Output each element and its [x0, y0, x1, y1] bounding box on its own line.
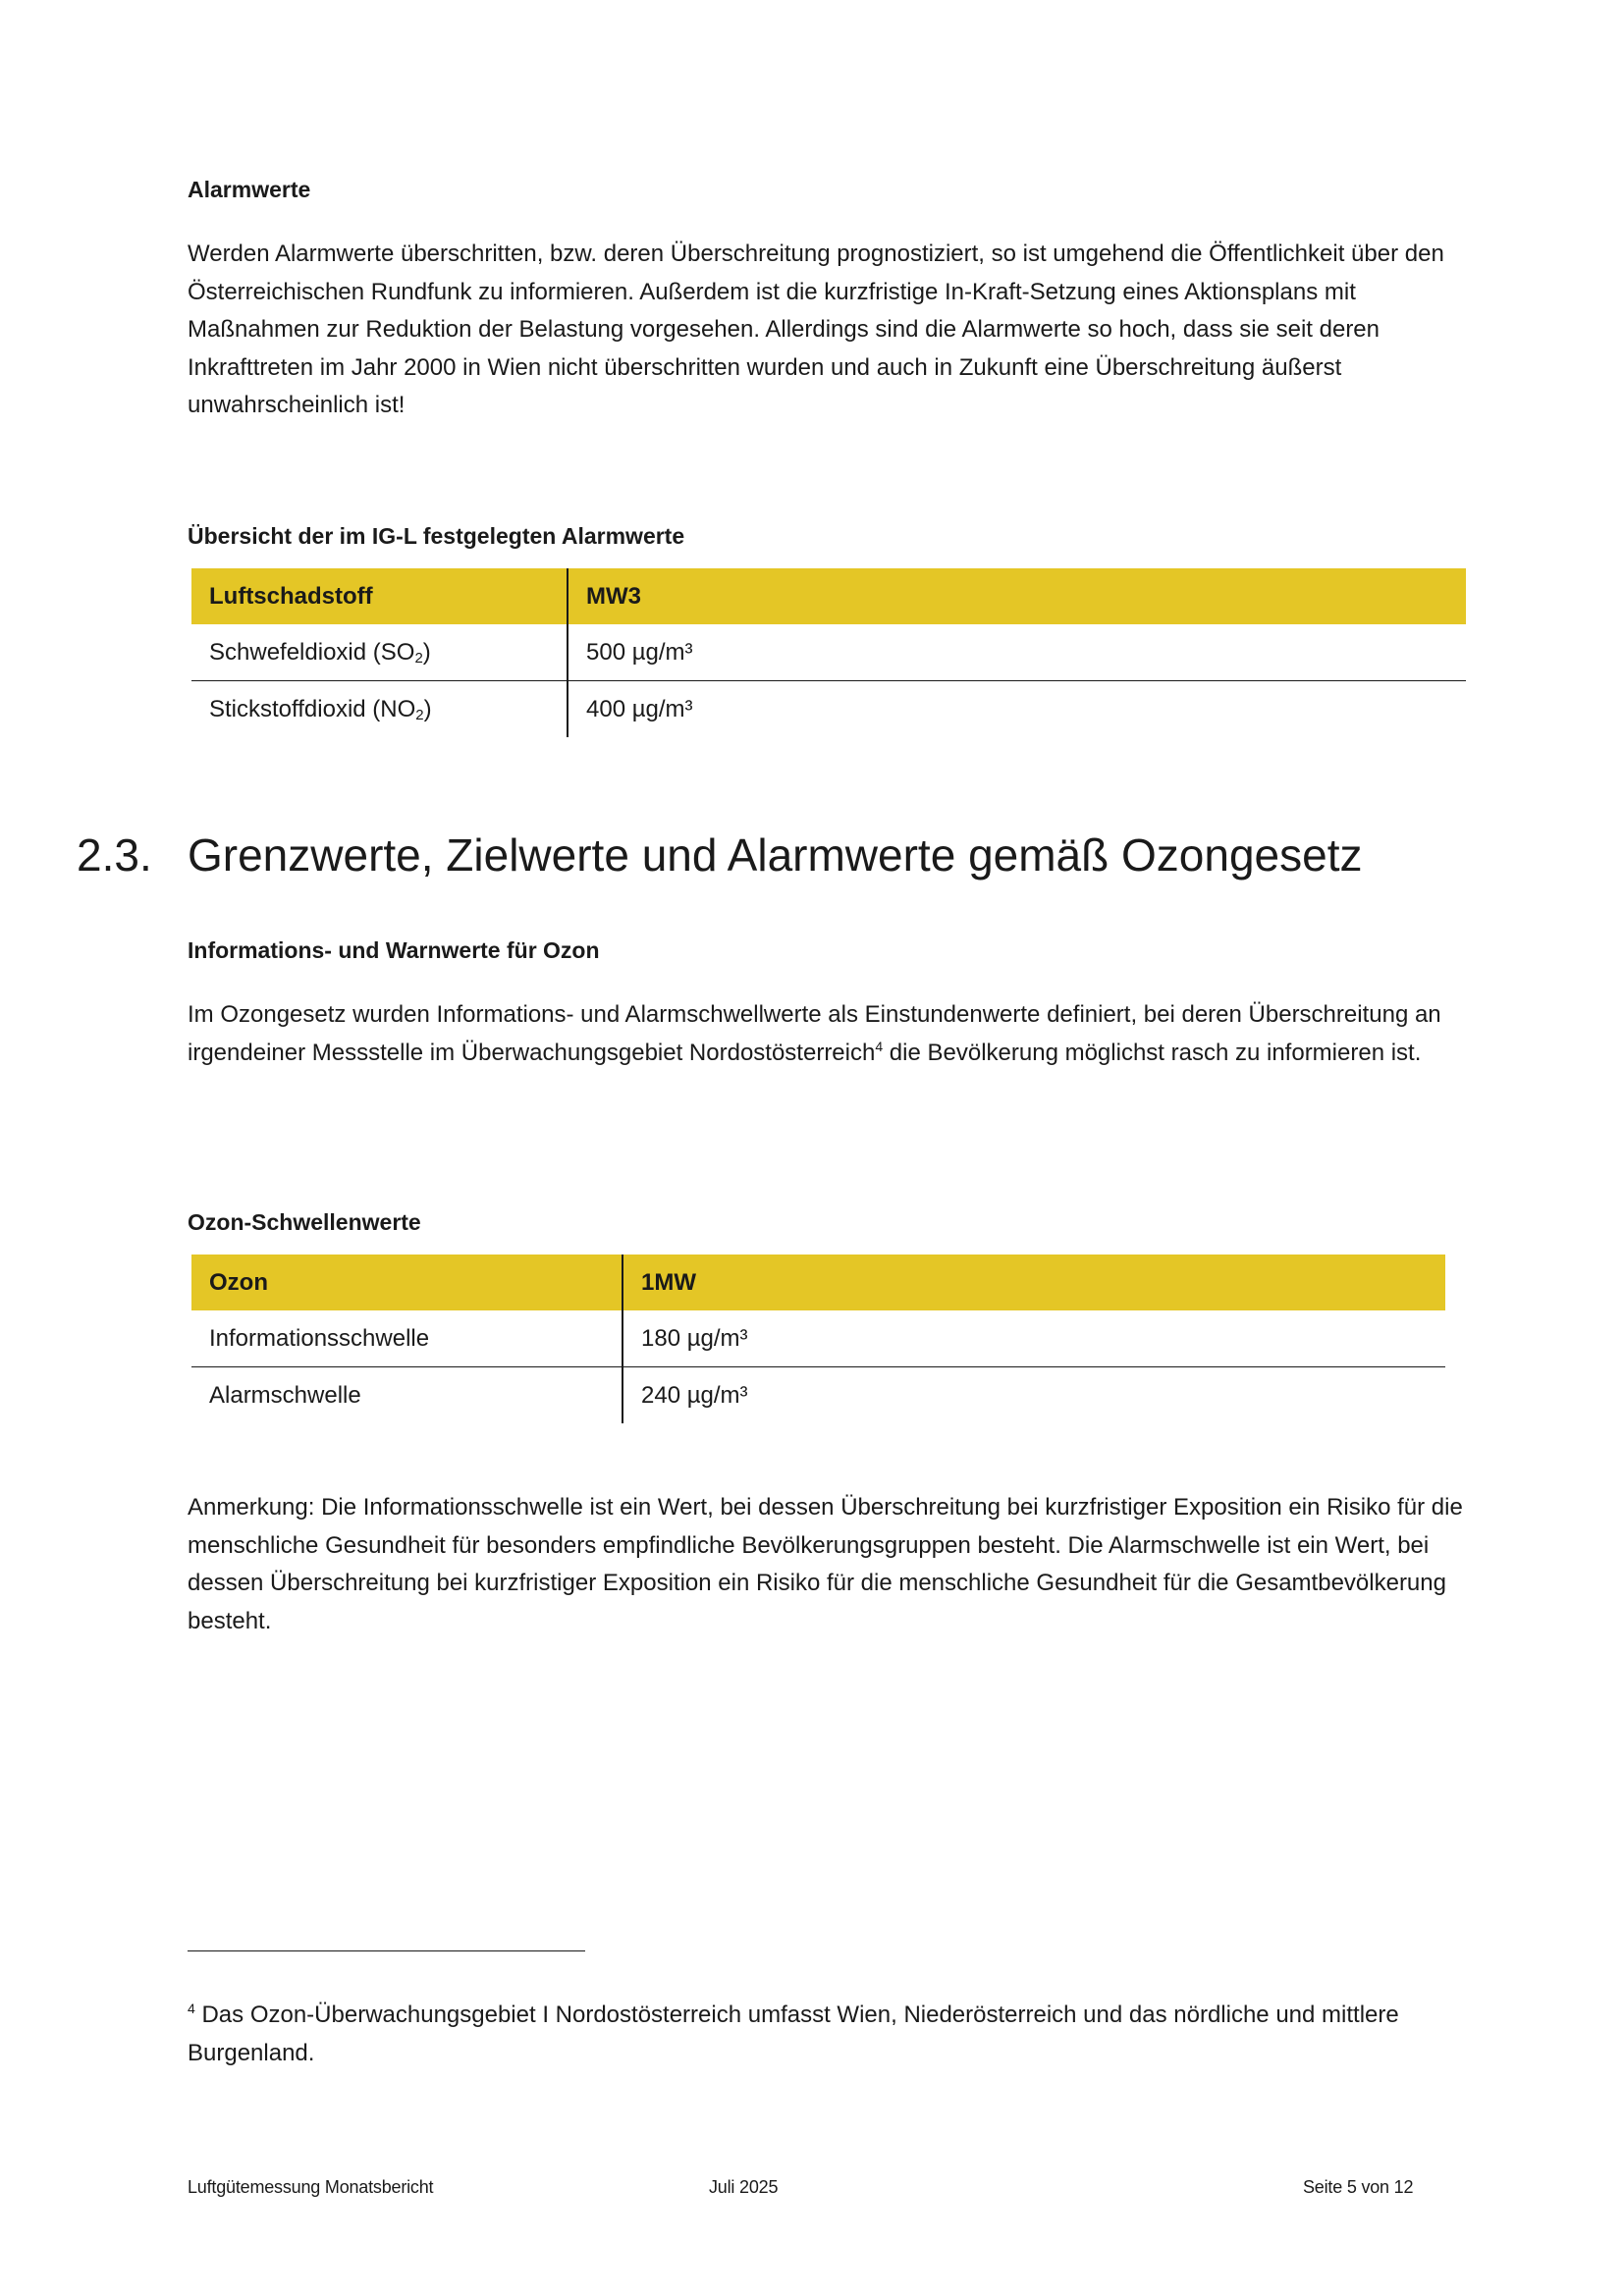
table-cell: 400 µg/m³: [586, 695, 693, 722]
alarm-heading: Alarmwerte: [188, 177, 311, 202]
table-row: [191, 1310, 1445, 1367]
table-header-cell: MW3: [568, 568, 1466, 624]
ozone-info-paragraph: Im Ozongesetz wurden Informations- und Alarmschwellwerte als Einstundenwerte definiert, bei deren Überschreitung an irgendeiner Messstelle im Überwachungsgebiet Nordostösterreich$^4$ die Bevölkerung möglichst rasch zu informieren ist.: [188, 1001, 1441, 1066]
footnote-ref[interactable]: 4: [875, 1038, 884, 1054]
table-header-row: [191, 568, 1466, 624]
table-header-row: [191, 1255, 1445, 1310]
table-cell: 240 µg/m³: [641, 1381, 748, 1409]
table-header-cell: Ozon: [191, 1255, 623, 1310]
remark-paragraph: Anmerkung: Die Informationsschwelle ist ein Wert, bei dessen Überschreitung bei kurzfristiger Exposition ein Risiko für die menschliche Gesundheit für besonders empfindliche Bevölkerungsgruppen besteht. Die Alarmschwelle ist ein Wert, bei dessen Überschreitung bei kurzfristiger Exposition ein Risiko für die menschliche Gesundheit für die Gesamtbevölkerung besteht.: [188, 1494, 1463, 1634]
footer-center: Juli 2025: [709, 2177, 779, 2197]
ozone-info-heading: Informations- und Warnwerte für Ozon: [188, 937, 600, 963]
table-cell: Informationsschwelle: [191, 1310, 623, 1367]
table-cell: 500 µg/m³: [568, 624, 1466, 681]
table-cell: Schwefeldioxid $(SO_2)$: [191, 624, 568, 681]
alarm-table-caption: Übersicht der im IG-L festgelegten Alarmwerte: [188, 523, 685, 549]
alarm-table: [191, 568, 1466, 737]
table-row: [191, 681, 1466, 738]
table-row: [191, 624, 1466, 681]
table-row: [191, 1367, 1445, 1424]
table-cell: Stickstoffdioxid $(NO_2)$: [191, 681, 568, 738]
ozone-table-caption: Ozon-Schwellenwerte: [188, 1209, 421, 1235]
section-title: Grenzwerte, Zielwerte und Alarmwerte gemäß Ozongesetz: [188, 829, 1363, 881]
section-number: 2.3.: [77, 829, 152, 881]
table-header-cell: 1MW: [623, 1255, 1445, 1310]
footer-page-number: Seite 5 von 12: [1303, 2177, 1414, 2197]
footnote-text: $^4$ Das Ozon-Überwachungsgebiet I Nordostösterreich umfasst Wien, Niederösterreich und das nördliche und mittlere Burgenland.: [188, 2001, 1399, 2066]
alarm-paragraph: Werden Alarmwerte überschritten, bzw. deren Überschreitung prognostiziert, so ist umgehend die Öffentlichkeit über den Österreichischen Rundfunk zu informieren. Außerdem ist die kurzfristige In-Kraft-Setzung eines Aktionsplans mit Maßnahmen zur Reduktion der Belastung vorgesehen. Allerdings sind die Alarmwerte so hoch, dass sie seit deren Inkrafttreten im Jahr 2000 in Wien nicht überschritten wurden und auch in Zukunft eine Überschreitung äußerst unwahrscheinlich ist!: [188, 240, 1444, 418]
footnote-divider: [188, 1950, 585, 1951]
table-cell: Alarmschwelle: [191, 1367, 623, 1424]
table-cell: 180 µg/m³: [623, 1310, 1445, 1367]
table-header-cell: Luftschadstoff: [191, 568, 568, 624]
ozone-table: [191, 1255, 1445, 1423]
footer-left: Luftgütemessung Monatsbericht: [188, 2177, 434, 2197]
